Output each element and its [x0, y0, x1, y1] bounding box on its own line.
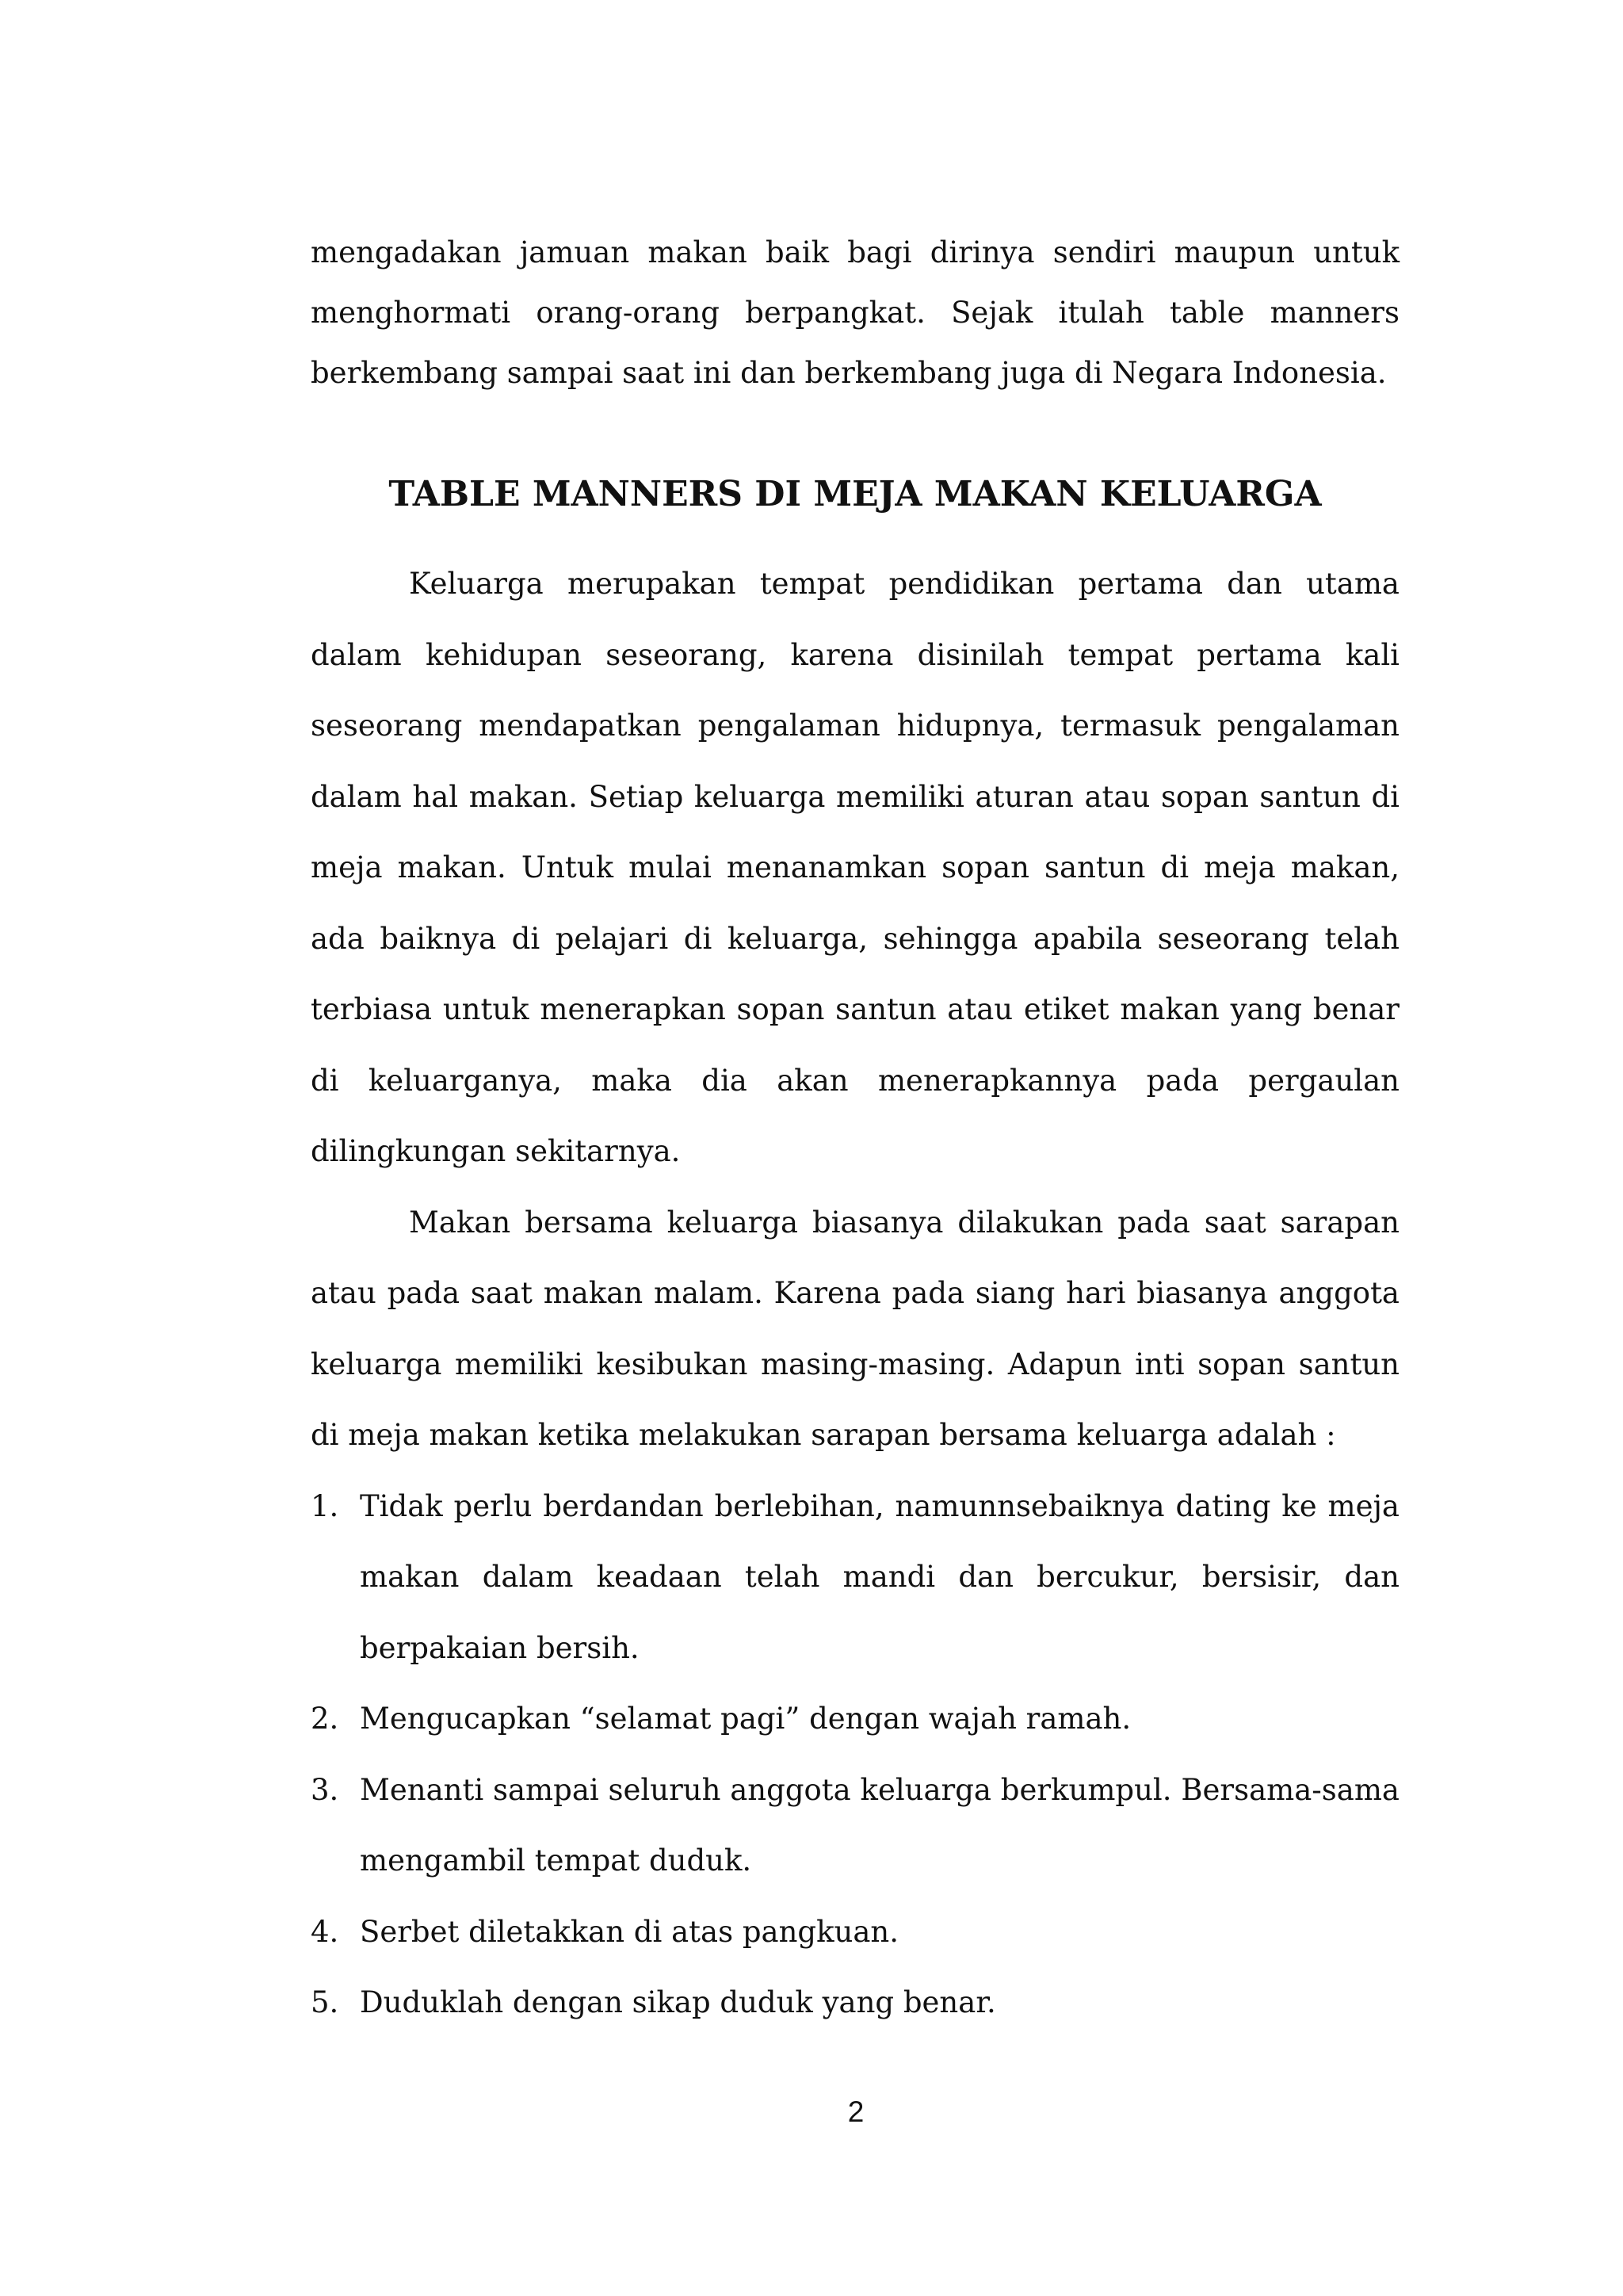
- list-item-text: Serbet diletakkan di atas pangkuan.: [360, 1914, 899, 1949]
- list-item: [311, 1897, 1400, 1968]
- list-item-text: Duduklah dengan sikap duduk yang benar.: [360, 1985, 996, 2019]
- list-item-text: Menanti sampai seluruh anggota keluarga berkumpul. Bersama-sama mengambil tempat duduk.: [360, 1772, 1400, 1878]
- list-item-number: 4.: [311, 1914, 339, 1949]
- body-content: [311, 548, 1400, 2038]
- list-item: [311, 1471, 1400, 1684]
- page-number: 2: [847, 2095, 865, 2128]
- list-item-text: Mengucapkan “selamat pagi” dengan wajah ramah.: [360, 1702, 1132, 1736]
- intro-paragraph: mengadakan jamuan makan baik bagi dirinya sendiri maupun untuk menghormati orang-orang berpangkat. Sejak itulah table manners berkembang sampai saat ini dan berkembang juga di Negara Indonesia.: [311, 235, 1400, 390]
- section-heading: TABLE MANNERS DI MEJA MAKAN KELUARGA: [388, 474, 1322, 514]
- etiquette-list: [311, 1471, 1400, 2038]
- body-paragraph: Makan bersama keluarga biasanya dilakukan pada saat sarapan atau pada saat makan malam. Karena pada siang hari biasanya anggota keluarga memiliki kesibukan masing-masing. Adapun inti sopan santun di meja makan ketika melakukan sarapan bersama keluarga adalah :: [311, 1205, 1400, 1452]
- list-item-text: Tidak perlu berdandan berlebihan, namunnsebaiknya dating ke meja makan dalam keadaan telah mandi dan bercukur, bersisir, dan berpakaian bersih.: [360, 1488, 1400, 1665]
- list-item-number: 5.: [311, 1985, 339, 2019]
- list-item-number: 2.: [311, 1702, 339, 1736]
- list-item-number: 1.: [311, 1488, 339, 1523]
- list-item: [311, 1683, 1400, 1755]
- list-item-number: 3.: [311, 1772, 339, 1807]
- list-item: [311, 1755, 1400, 1897]
- list-item: [311, 1967, 1400, 2038]
- body-paragraph: Keluarga merupakan tempat pendidikan pertama dan utama dalam kehidupan seseorang, karena disinilah tempat pertama kali seseorang mendapatkan pengalaman hidupnya, termasuk pengalaman dalam hal makan. Setiap keluarga memiliki aturan atau sopan santun di meja makan. Untuk mulai menanamkan sopan santun di meja makan, ada baiknya di pelajari di keluarga, sehingga apabila seseorang telah terbiasa untuk menerapkan sopan santun atau etiket makan yang benar di keluarganya, maka dia akan menerapkannya pada pergaulan dilingkungan sekitarnya.: [311, 567, 1400, 1168]
